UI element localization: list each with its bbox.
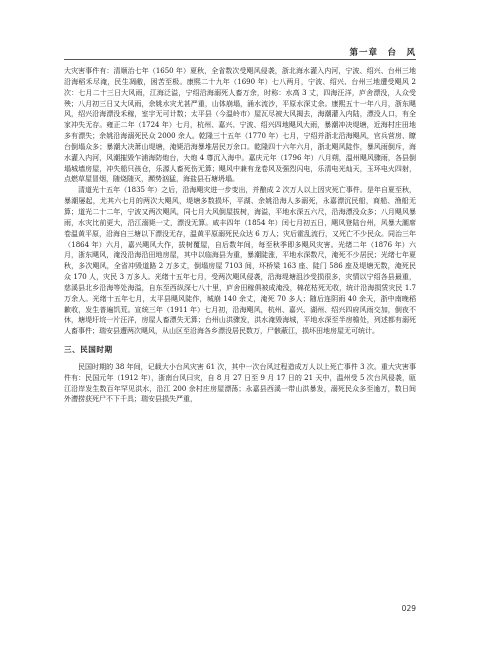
- body-text: [64, 66, 416, 405]
- paragraph-qing-early: 大灾害事件有：清顺治七年（1650 年）夏秋，全省数次受飓风侵袭，浙北海水灌入内河，宁波、绍兴、台州三地沿海稻禾尽淹，民生凋敝，困苦至极。康熙二十九年（1690 年）七八两月，宁波、绍兴、台州三地遭受飓风 2 次：七月二十三日大风雨，江海泛溢，宁绍沿海溺死人畜万余，时称：水高 3 丈，四海汪洋，庐舍漂没，人众受殃；八月初三日又大风雨，余姚水灾尤甚严重，山体崩塌，涌水流沙，平原水深丈余。康熙五十一年八月，浙东飓风，绍兴沿海漂没禾稼，室宇无可计数；太平县（今温岭市）屋瓦尽被大风揭去，海潮灌入内陆，漂没人口，有全家冲失无存。雍正二年（1724 年）七月，杭州、嘉兴、宁波、绍兴四地飓风大雨，暴潮冲决堤塘，近海村庄田地多有漂失；余姚沿海溺死民众 2000 余人。乾隆三十五年（1770 年）七月，宁绍并浙北沿海飓风，官兵营房、瞭台倒塌众多；暴潮大决萧山堤塘，淹毙沿海暴堆居民万余口。乾隆四十六年六月，浙北飓风陡作，暴风雨倒斥，海水灌入内河，风潮摧毁乍浦海防炮台，大炮 4 尊沉入海中。嘉庆元年（1796 年）八月朔，温州飓风骤雨，各县倒塌城墙房屋，冲失船只孩仓，乐源人畜死伤无算；飓风中兼有龙卷风及强烈闪电，乐清电光灿天，玉环电火四射，点燃草屋冒烟，随烧随灭，瀕势汹猛，海盐县石塘坍塌。: [64, 67, 416, 184]
- paragraph-qing-late: 清道光十五年（1835 年）之后，沿海飓灾进一步变出，并酿成 2 次万人以上因灾死亡事件。是年自夏至秋，暴潮屡起，尤其六七月的两次大飓风，堤塘多数损坏，平湖、余姚沿海人多溺死，永嘉漂沉民船，商船、渔船无算；道光二十二年，宁波又两次飓风，同七月大风倒屋拔树，海溢，平地水深五六尺，沿海漂没众多；八月飓风暴雨，水灾比前更大，沿江溺毙一丈，漂没无算。咸丰四年（1854 年）闰七月初五日，飓风登陆台州，风暴大潮席卷温黄平原，沿海自三塘以下漂没无存，温黄平原溺死民众达 6 万人；灾后霍乱流行，又死亡不少民众。同治三年（1864 年）六月，嘉兴飓风大作，拔树覆屋，自后数年间，每至秋季即多飓风灾害。光绪二年（1876 年）六月，浙东飓风，淹没沿海沿田地房屋，其中以临海县为重，暴潮陡涨，平地水深数尺，淹死不少居民；光绪七年夏秋，多次飓风，全省冲毁道路 2 万多丈，倒塌房屋 7103 间，坏桥梁 163 座、陡门 586 座及堤塘无数，淹死民众 170 人，灾民 3 万多人。光绪十五年七月，受两次飓风侵袭，沿海堤塘沮沙受损很多，灾情以宁绍各县最重，慈溪县北乡沿海等处海溢，自东至西纵深七八十里，庐舍田稼俱被成淹没，棉花枯死无收，统计沿海损赁灾民 1.7 万余人。光绪十五年七月，太平县飓风陡作，城崩 140 余丈，淹死 70 多人；随后连阴雨 40 余天，浙中南晚稻歉收，发生普遍饥荒。宣统三年（1911 年）七月初，沿海飓风，杭州、嘉兴、湖州、绍兴四府风雨交加，倒夜不休，塘堤圩垸一片汪洋，房屋人畜漂失无算；台州山洪骤发，洪水淹毁海城，平地水深至半房檐处，列述都有溺死人畜事件；瑞安县遭两次飓风，从山区至沿海各乡漂没居民数万，尸骸蔽江，损坏田地房屋无可统计。: [64, 186, 416, 336]
- page-number: 029: [401, 604, 416, 613]
- section-heading: 三、民国时期: [64, 345, 113, 355]
- running-head: 第一章 台 风: [349, 48, 416, 58]
- paragraph-republic: 民国时期的 38 年间，记载大小台风灾害 61 次，其中一次台风过程造成万人以上死亡事件 3 次。重大灾害事件有：民国元年（1912 年），浙南台风曰灾，自 8 月 27 日至 9 月 17 日的 21 天中，温州受 5 次台风侵袭，瓯江沿岸发生数百年罕见洪水，沿江 200 余村庄房屋漂荡；永嘉县西溪一带山洪暴发，溺死民众多至逾万，数日间外漕捞获死尸不下千具；瑞安县损失严重，: [64, 362, 416, 404]
- header-rule: [64, 59, 416, 60]
